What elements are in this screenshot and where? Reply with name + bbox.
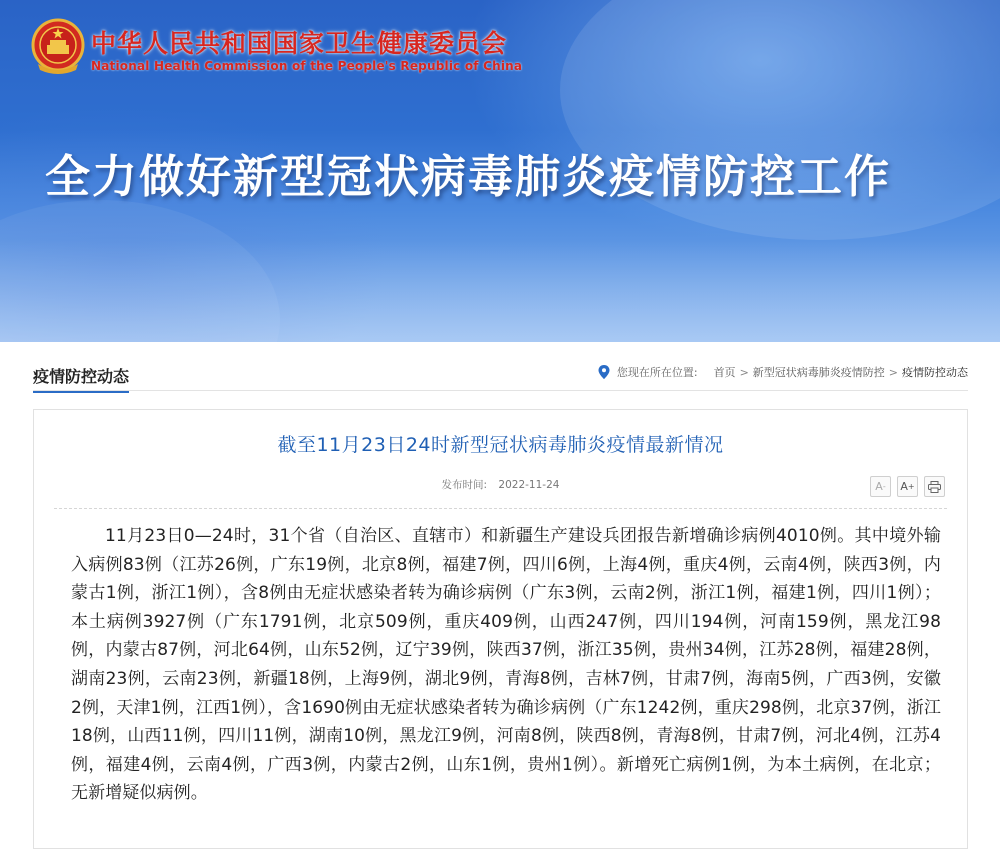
section-divider: [33, 390, 968, 391]
section-header: [33, 358, 968, 394]
font-larger-sup: +: [907, 482, 915, 491]
banner-slogan: 全力做好新型冠状病毒肺炎疫情防控工作: [45, 150, 892, 203]
article-meta: [34, 477, 967, 492]
font-larger-glyph: A: [900, 480, 908, 493]
breadcrumb-home-link[interactable]: 首页: [713, 366, 736, 379]
banner-band: [0, 240, 1000, 342]
article-tools: [870, 476, 945, 497]
breadcrumb-separator: >: [739, 365, 749, 379]
section-title: 疫情防控动态: [33, 364, 129, 393]
print-button[interactable]: [924, 476, 945, 497]
font-larger-button[interactable]: [897, 476, 918, 497]
printer-icon: [928, 481, 941, 493]
breadcrumb-current[interactable]: 疫情防控动态: [902, 366, 968, 379]
publish-date: 2022-11-24: [498, 479, 560, 491]
article-divider: [54, 508, 947, 509]
breadcrumb-prefix: 您现在所在位置:: [616, 366, 698, 379]
org-name-cn: 中华人民共和国国家卫生健康委员会: [91, 29, 508, 58]
font-smaller-button[interactable]: [870, 476, 891, 497]
breadcrumb-covid-link[interactable]: 新型冠状病毒肺炎疫情防控: [752, 366, 885, 379]
font-smaller-sup: -: [882, 482, 886, 491]
article-title: 截至11月23日24时新型冠状病毒肺炎疫情最新情况: [277, 434, 724, 456]
breadcrumb-separator: >: [888, 365, 898, 379]
font-smaller-glyph: A: [875, 480, 883, 493]
article-card: [33, 409, 968, 849]
org-name-en: National Health Commission of the People's Republic of China: [91, 59, 523, 73]
national-emblem-icon: [30, 18, 86, 76]
breadcrumb: [598, 364, 968, 380]
header-banner: [0, 0, 1000, 342]
article-body: 11月23日0—24时，31个省（自治区、直辖市）和新疆生产建设兵团报告新增确诊病例4010例。其中境外输入病例83例（江苏26例，广东19例，北京8例，福建7例，四川6例，上海4例，重庆4例，云南4例，陕西3例，内蒙古1例，浙江1例），含8例由无症状感染者转为确诊病例（广东3例，云南2例，浙江1例，福建1例，四川1例）；本土病例3927例（广东1791例，北京509例，重庆409例，山西247例，四川194例，河南159例，黑龙江98例，内蒙古87例，河北64例，山东52例，辽宁39例，陕西37例，浙江35例，贵州34例，江苏28例，福建28例，湖南23例，云南23例，新疆18例，上海9例，湖北9例，青海8例，吉林7例，甘肃7例，海南5例，广西3例，安徽2例，天津1例，江西1例），含1690例由无症状感染者转为确诊病例（广东1242例，重庆298例，北京37例，浙江18例，山西11例，四川11例，湖南10例，黑龙江9例，河南8例，陕西8例，青海8例，甘肃7例，河北4例，江苏4例，福建4例，云南4例，广西3例，内蒙古2例，山东1例，贵州1例）。新增死亡病例1例，为本土病例，在北京；无新增疑似病例。: [71, 526, 941, 804]
location-pin-icon: [598, 365, 610, 379]
publish-label: 发布时间:: [441, 479, 488, 491]
